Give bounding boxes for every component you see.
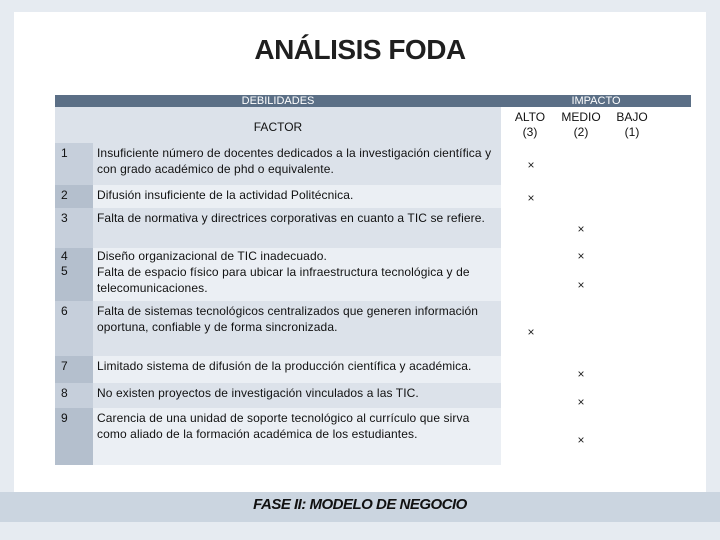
row-text: Falta de normativa y directrices corporativas en cuanto a TIC se refiere. (93, 208, 501, 248)
header-bajo-value: (1) (624, 125, 640, 139)
table-row (55, 356, 501, 383)
impact-mark-row9: × (577, 433, 585, 447)
footer-text: FASE II: MODELO DE NEGOCIO (253, 496, 467, 513)
page-title: ANÁLISIS FODA (254, 34, 466, 65)
impact-mark-row3: × (577, 222, 585, 236)
row-text: Insuficiente número de docentes dedicados a la investigación científica y con grado académico de phd o equivalente. (93, 143, 501, 185)
table-row (55, 143, 501, 185)
row-text: No existen proyectos de investigación vinculados a las TIC. (93, 383, 501, 408)
row-text: Carencia de una unidad de soporte tecnológico al currículo que sirva como aliado de la formación académica de los estudiantes. (93, 408, 501, 465)
table-row (55, 301, 501, 356)
impact-mark-row4: × (577, 249, 585, 263)
header-alto-label: ALTO (514, 110, 546, 124)
row-number: 1 (55, 143, 93, 185)
row-number: 5 (55, 264, 93, 301)
impact-mark-row6: × (527, 325, 535, 339)
row-number: 9 (55, 408, 93, 465)
header-factor: FACTOR (55, 107, 501, 143)
row-text: Difusión insuficiente de la actividad Politécnica. (93, 185, 501, 208)
impact-mark-row1: × (527, 158, 535, 172)
impact-mark-row2: × (527, 191, 535, 205)
header-medio (558, 110, 604, 140)
table-row (55, 248, 501, 264)
header-medio-value: (2) (573, 125, 589, 139)
header-impacto: IMPACTO (501, 95, 691, 107)
table-row (55, 383, 501, 408)
impact-mark-row8: × (577, 395, 585, 409)
row-text: Diseño organizacional de TIC inadecuado. (93, 248, 501, 264)
row-text: Limitado sistema de difusión de la producción científica y académica. (93, 356, 501, 383)
table-row (55, 185, 501, 208)
header-alto-value: (3) (522, 125, 538, 139)
row-number: 4 (55, 248, 93, 264)
header-debilidades: DEBILIDADES (55, 95, 501, 107)
row-number: 8 (55, 383, 93, 408)
header-bajo (614, 110, 650, 140)
header-medio-label: MEDIO (561, 110, 601, 124)
table-row (55, 264, 501, 301)
row-number: 6 (55, 301, 93, 356)
row-text: Falta de sistemas tecnológicos centralizados que generen información oportuna, confiable y de forma sincronizada. (93, 301, 501, 356)
impact-mark-row7: × (577, 367, 585, 381)
row-number: 7 (55, 356, 93, 383)
header-alto (512, 110, 548, 140)
header-bajo-label: BAJO (616, 110, 648, 124)
impact-mark-row5: × (577, 278, 585, 292)
table-row (55, 408, 501, 465)
row-number: 3 (55, 208, 93, 248)
row-number: 2 (55, 185, 93, 208)
row-text: Falta de espacio físico para ubicar la infraestructura tecnológica y de telecomunicaciones. (93, 264, 501, 301)
table-row (55, 208, 501, 248)
